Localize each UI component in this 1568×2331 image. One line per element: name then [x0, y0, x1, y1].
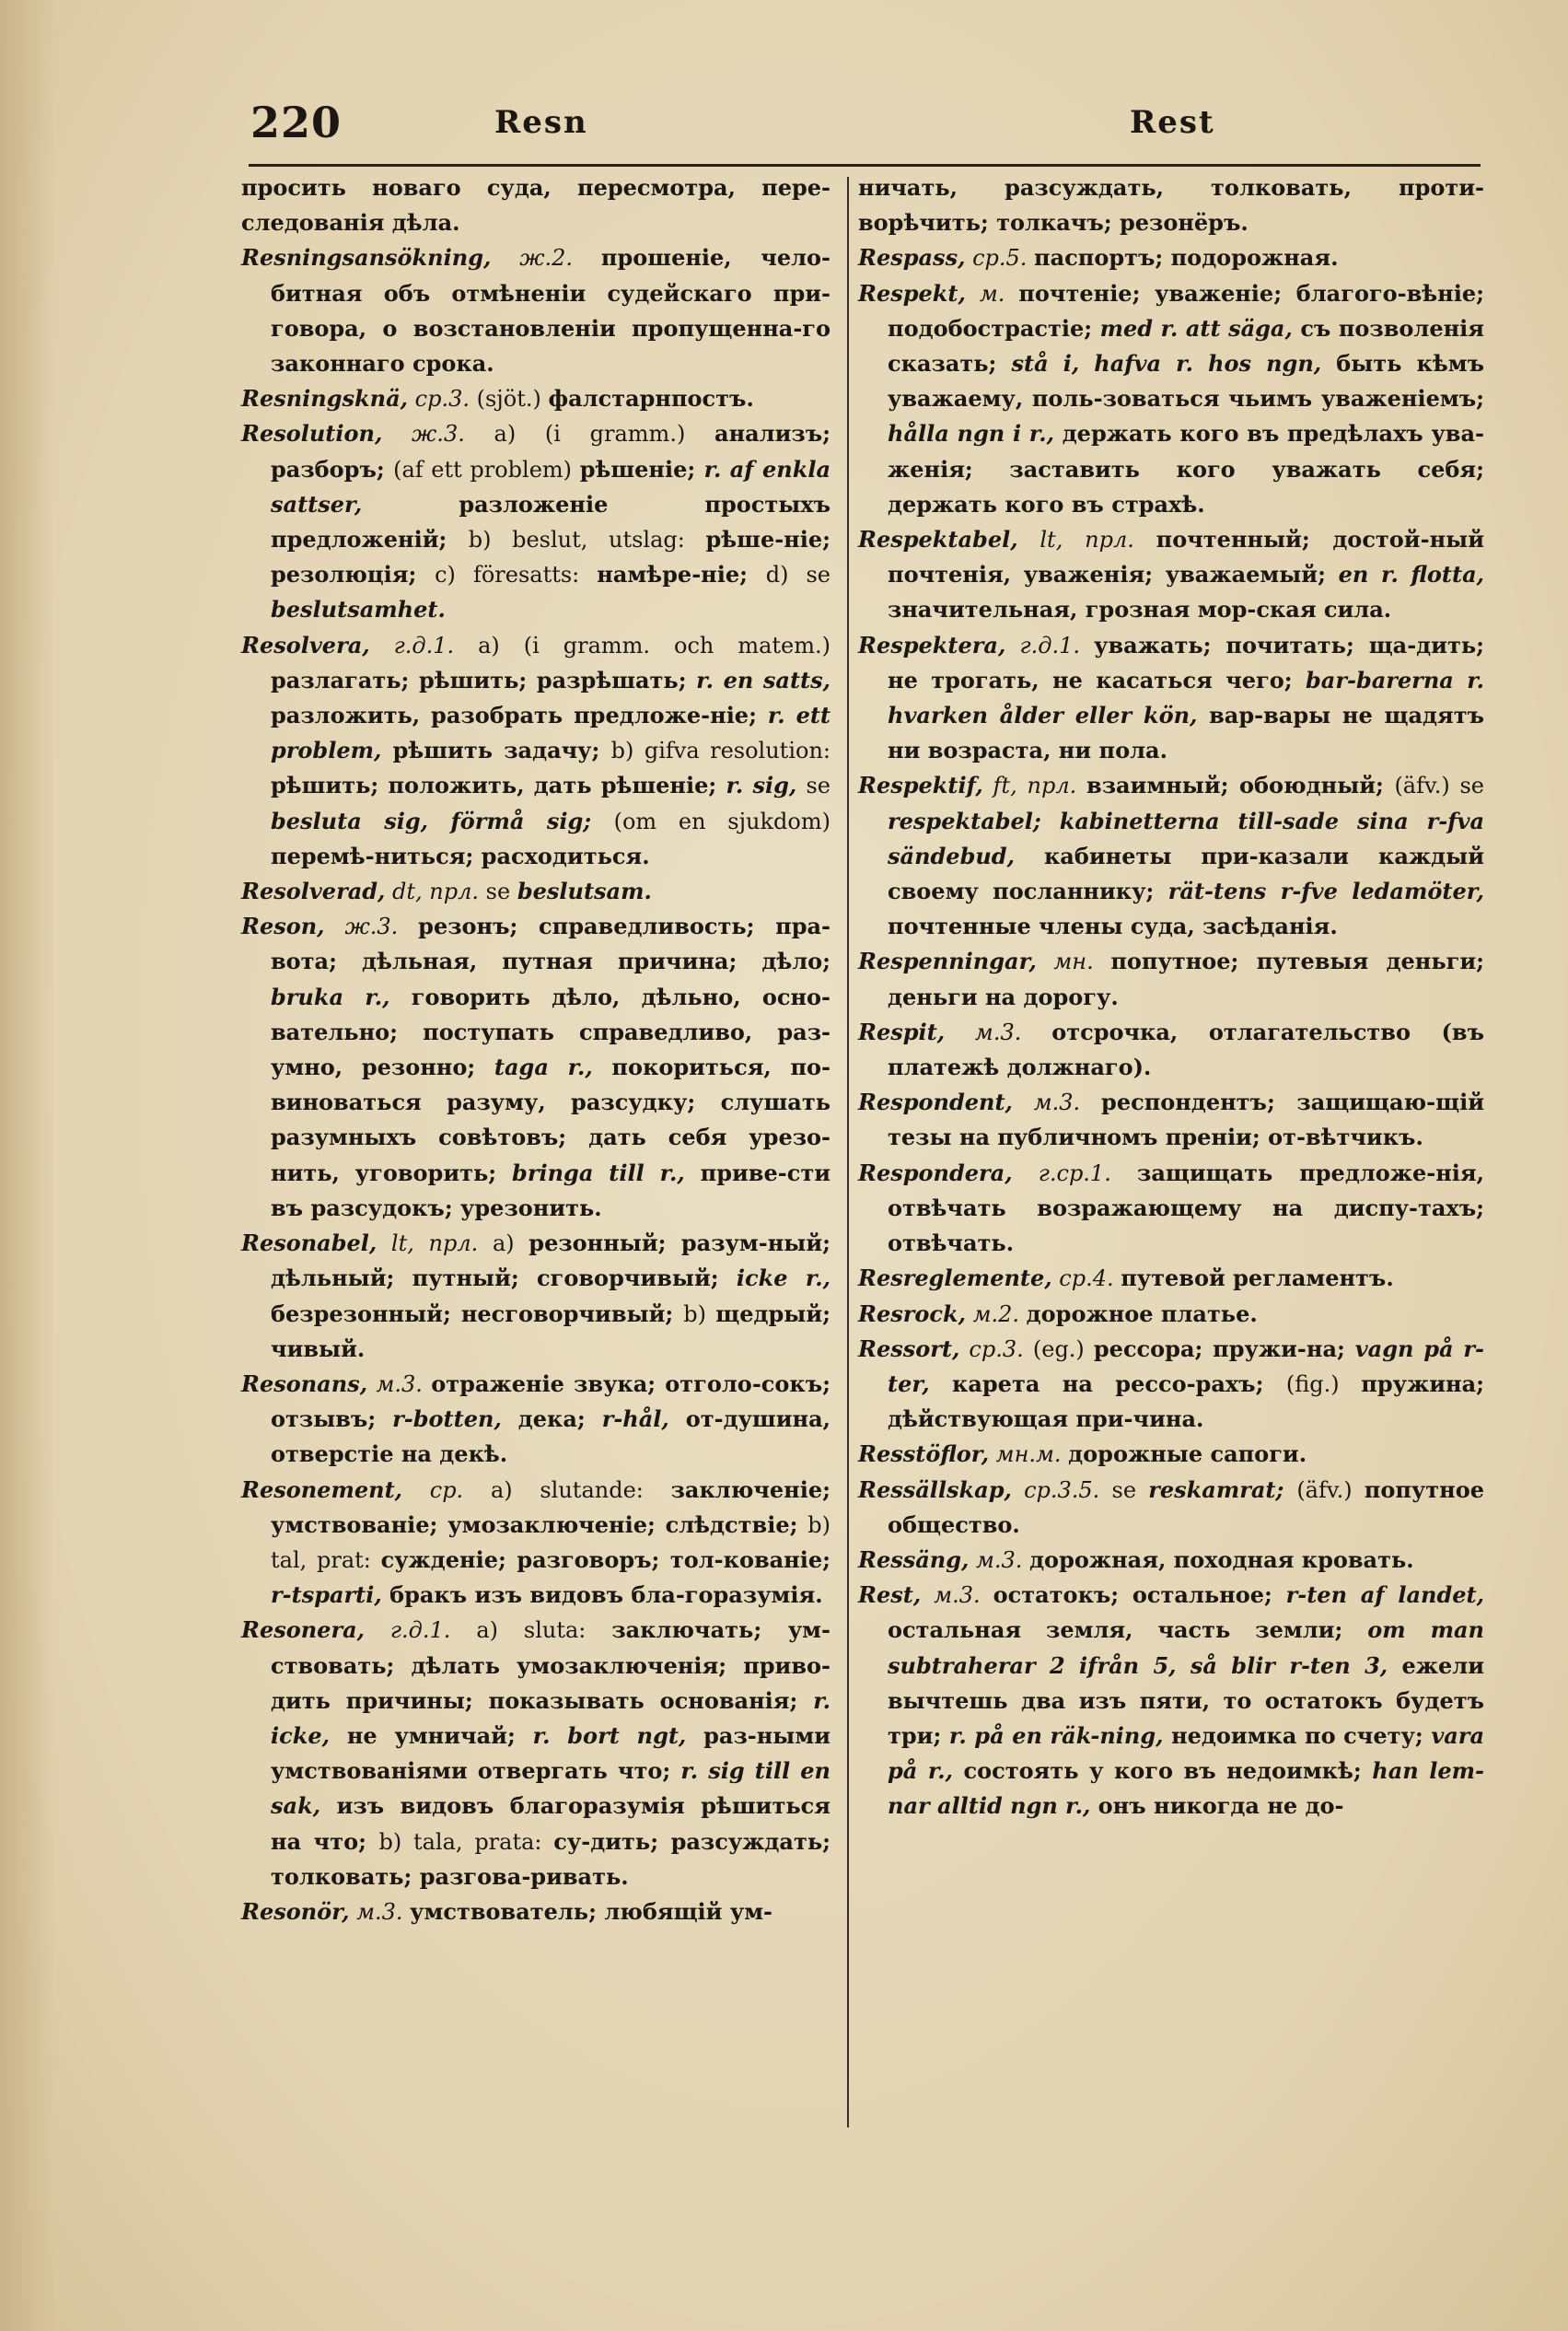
dictionary-entry	[858, 1015, 1484, 1085]
russian-text: остатокъ; остальное;	[993, 1581, 1286, 1609]
headword: Respit,	[858, 1018, 946, 1045]
russian-text: почтенные члены суда, засѣданія.	[888, 913, 1338, 940]
grammar-label: ft, прл.	[982, 773, 1087, 799]
russian-text: безрезонный; несговорчивый;	[271, 1300, 684, 1327]
running-head-left: Resn	[494, 104, 588, 141]
example-phrase: r. bort ngt,	[532, 1721, 704, 1749]
example-phrase: en r. flotta,	[1338, 561, 1484, 589]
header-rule	[249, 164, 1481, 167]
example-phrase: om man subtraherar 2 ifrån 5, så blir r-ten 3,	[888, 1616, 1484, 1679]
russian-text: резонъ; справедливость; пра-вота; дѣльная, путная причина; дѣло;	[271, 913, 830, 975]
example-phrase: bruka r.,	[271, 983, 412, 1010]
dictionary-entry	[241, 1473, 830, 1614]
headword: Respondera,	[858, 1159, 1013, 1186]
swedish-text: (sjöt.)	[476, 386, 549, 413]
grammar-label: ср.3.	[408, 386, 477, 413]
grammar-label: м.3.	[349, 1898, 411, 1925]
headword: Resolution,	[241, 420, 383, 448]
russian-text: прошеніе, чело-битная объ отмѣненіи судейскаго при-говора, о возстановленіи пропущенна-го законнаго срока.	[271, 244, 830, 378]
grammar-label: м.2.	[965, 1300, 1027, 1327]
dictionary-entry	[241, 874, 830, 909]
swedish-text: (äfv.)	[1296, 1476, 1365, 1503]
headword: Resolverad,	[241, 878, 386, 905]
russian-text: паспортъ; подорожная.	[1034, 244, 1339, 272]
example-phrase: r-hål,	[601, 1405, 686, 1433]
russian-text: дорожные сапоги.	[1068, 1440, 1307, 1468]
grammar-label: м.3.	[969, 1546, 1030, 1573]
russian-text: бракъ изъ видовъ бла-горазумія.	[389, 1581, 823, 1609]
grammar-label: м.3.	[1012, 1090, 1102, 1116]
dictionary-entry	[241, 628, 830, 874]
russian-text: карета на рессо-рахъ;	[952, 1369, 1286, 1397]
russian-text: не умничай;	[346, 1721, 533, 1749]
dictionary-entry	[858, 1261, 1484, 1296]
swedish-text: se	[485, 879, 517, 905]
swedish-text: d) se	[765, 562, 830, 589]
russian-text: дорожная, походная кровать.	[1029, 1545, 1414, 1573]
grammar-label: lt, прл.	[1017, 527, 1156, 554]
dictionary-entry	[241, 909, 830, 1226]
headword: Resonör,	[241, 1897, 350, 1925]
grammar-label: г.д.1.	[365, 1617, 477, 1644]
russian-text: вар-вары не щадятъ ни возраста, ни пола.	[888, 702, 1484, 764]
russian-text: попутное общество.	[888, 1475, 1484, 1538]
russian-text: говорить дѣло, дѣльно, осно-вательно; поступать справедливо, раз-умно, резонно;	[271, 983, 831, 1081]
russian-text: респондентъ; защищаю-щій тезы на публичномъ преніи; от-вѣтчикъ.	[888, 1089, 1484, 1151]
headword: Resolvera,	[241, 631, 370, 659]
headword: Resonement,	[241, 1475, 403, 1503]
swedish-text: a)	[492, 1230, 529, 1257]
example-phrase: icke r.,	[736, 1265, 831, 1292]
russian-text: пружина; дѣйствующая при-чина.	[888, 1369, 1484, 1433]
russian-text: разлагать; рѣшить; разрѣшать;	[271, 666, 697, 693]
dictionary-entry	[241, 1613, 830, 1894]
dictionary-entry	[858, 1156, 1484, 1262]
russian-text: покориться, по-виноваться разуму, разсудку; слушать разумныхъ совѣтовъ; дать себя урезо-нить, уговорить;	[271, 1054, 831, 1186]
grammar-label: г.ср.1.	[1012, 1160, 1137, 1186]
russian-text: остальная земля, часть земли;	[888, 1616, 1368, 1644]
russian-text: просить новаго суда, пересмотра, пере-следованія дѣла.	[241, 174, 830, 237]
dictionary-entry	[241, 381, 830, 416]
headword: Ressäng,	[858, 1545, 970, 1573]
grammar-label: мн.	[1036, 949, 1111, 975]
headword: Respenningar,	[858, 948, 1037, 975]
swedish-text: b) gifva resolution:	[610, 738, 830, 764]
example-phrase: beslutsam.	[517, 878, 652, 905]
grammar-label: dt, прл.	[385, 879, 486, 905]
example-phrase: stå i, hafva r. hos ngn,	[1011, 350, 1337, 378]
russian-text: рѣшить; положить, дать рѣшеніе;	[271, 772, 726, 799]
swedish-text: c) föresatts:	[435, 562, 598, 589]
example-phrase: med r. att säga,	[1099, 314, 1301, 342]
grammar-label: м.3.	[945, 1019, 1052, 1045]
headword: Resningsansökning,	[241, 244, 492, 272]
dictionary-entry	[858, 1473, 1484, 1543]
russian-text: фалстарнпостъ.	[548, 385, 754, 413]
russian-text: отраженіе звука; отголо-сокъ; отзывъ;	[271, 1369, 830, 1433]
headword: Respektera,	[858, 631, 1006, 659]
russian-text: почтенный; достой-ный почтенія, уваженія; уважаемый;	[888, 526, 1484, 589]
grammar-label: ср.3.	[959, 1335, 1033, 1362]
example-phrase: vagn på r-ter,	[888, 1334, 1485, 1397]
dictionary-entry	[241, 1226, 830, 1367]
page-header	[0, 0, 1568, 184]
russian-text: приве-сти въ разсудокъ; урезонить.	[271, 1159, 830, 1221]
right-column	[858, 170, 1484, 1824]
russian-text: раз-ными умствованіями отвергать что;	[271, 1721, 831, 1785]
swedish-text: b) tal, prat:	[271, 1511, 830, 1573]
grammar-label: м.3.	[921, 1582, 993, 1609]
grammar-label: ж.2.	[491, 245, 601, 272]
russian-text: щедрый; чивый.	[271, 1300, 831, 1362]
example-phrase: r-tsparti,	[271, 1581, 390, 1609]
headword: Resstöflor,	[858, 1440, 990, 1468]
russian-text: умствователь; любящій ум-	[410, 1897, 772, 1925]
example-phrase: r-ten af landet,	[1285, 1581, 1484, 1609]
russian-text: отсрочка, отлагательство (въ платежѣ должнаго).	[888, 1018, 1484, 1081]
russian-text: от-душина, отверстіе на декѣ.	[271, 1405, 830, 1468]
example-phrase: r. af enkla sattser,	[271, 455, 831, 518]
russian-text: почтеніе; уваженіе; благого-вѣніе; подобострастіе;	[888, 279, 1484, 342]
russian-text: рѣшить задачу;	[392, 737, 611, 764]
swedish-text: (fig.)	[1285, 1370, 1362, 1397]
example-phrase: r. sig till en sak,	[271, 1757, 830, 1820]
dictionary-entry	[241, 416, 830, 627]
russian-text: значительная, грозная мор-ская сила.	[888, 596, 1392, 624]
russian-text: попутное; путевыя деньги; деньги на дорогу.	[888, 948, 1485, 1010]
example-phrase: rät-tens r-fve ledamöter,	[1167, 878, 1484, 905]
swedish-text: (om en sjukdom)	[613, 808, 830, 834]
russian-text: намѣре-ніе;	[597, 561, 766, 589]
example-phrase: beslutsamhet.	[271, 596, 446, 624]
russian-text: защищать предложе-нія, отвѣчать возражающему на диспу-тахъ; отвѣчать.	[888, 1159, 1484, 1257]
dictionary-entry	[858, 240, 1484, 275]
swedish-text: a) (i gramm.)	[494, 421, 715, 448]
example-phrase: taga r.,	[494, 1054, 612, 1081]
headword: Resonabel,	[241, 1230, 377, 1257]
running-head-right: Rest	[1130, 104, 1215, 141]
dictionary-entry	[241, 240, 830, 381]
page-number: 220	[250, 98, 343, 147]
swedish-text: (äfv.) se	[1394, 773, 1484, 799]
example-phrase: r. sig,	[726, 772, 807, 799]
swedish-text: a) slutande:	[490, 1476, 671, 1503]
russian-text: су-дить; разсуждать; толковать; разгова-ривать.	[271, 1827, 830, 1890]
headword: Resningsknä,	[241, 385, 409, 413]
grammar-label: ж.3.	[382, 421, 494, 448]
russian-text: перемѣ-ниться; расходиться.	[271, 842, 650, 869]
russian-text: заключать; ум-ствовать; дѣлать умозаключенія; приво-дить причины; показывать основанія;	[271, 1616, 830, 1714]
russian-text: ничать, разсуждать, толковать, проти-ворѣчить; толкачъ; резонёръ.	[858, 174, 1484, 237]
headword: Resreglemente,	[858, 1265, 1052, 1292]
dictionary-entry	[858, 628, 1484, 769]
column-divider	[847, 177, 849, 2127]
example-phrase: hålla ngn i r.,	[888, 420, 1063, 448]
example-phrase: r-botten,	[392, 1405, 518, 1433]
example-phrase: bringa till r.,	[512, 1159, 701, 1186]
grammar-label: ср.4.	[1051, 1265, 1121, 1292]
dictionary-entry	[858, 944, 1484, 1014]
dictionary-entry	[858, 522, 1484, 628]
dictionary-entry	[858, 1543, 1484, 1578]
russian-text: держать кого въ предѣлахъ ува-женія; заставить кого уважать себя; держать кого въ страхѣ.	[888, 420, 1484, 518]
dictionary-entry	[241, 1894, 830, 1929]
russian-text: сужденіе; разговоръ; тол-кованіе;	[380, 1545, 830, 1573]
russian-text: онъ никогда не до-	[1098, 1792, 1344, 1820]
grammar-label: ср.5.	[965, 245, 1035, 272]
grammar-label: lt, прл.	[377, 1230, 493, 1257]
russian-text: ежели вычтешь два изъ пяти, то остатокъ будетъ три;	[888, 1651, 1484, 1749]
dictionary-entry	[858, 1085, 1484, 1155]
headword: Resrock,	[858, 1300, 966, 1327]
russian-text: дорожное платье.	[1026, 1300, 1258, 1327]
russian-text: резонный; разум-ный; дѣльный; путный; сговорчивый;	[271, 1230, 830, 1292]
example-phrase: han lem-nar alltid ngn r.,	[888, 1757, 1484, 1820]
russian-text: состоять у кого въ недоимкѣ;	[963, 1757, 1373, 1785]
dictionary-entry	[858, 1332, 1484, 1438]
grammar-label: г.д.1.	[369, 632, 479, 659]
grammar-label: ср.	[402, 1476, 491, 1503]
russian-text: кабинеты при-казали каждый своему посланнику;	[888, 842, 1484, 905]
russian-text: разложить, разобрать предложе-ніе;	[271, 702, 768, 729]
example-phrase: r. icke,	[271, 1686, 830, 1749]
headword: Respondent,	[858, 1089, 1013, 1116]
swedish-text: b) beslut, utslag:	[468, 527, 706, 554]
dictionary-entry	[858, 1437, 1484, 1472]
russian-text: съ позволенія сказать;	[888, 314, 1485, 378]
grammar-label: ж.3.	[324, 914, 419, 940]
headword: Ressällskap,	[858, 1475, 1012, 1503]
swedish-text: (eg.)	[1032, 1335, 1094, 1362]
russian-text: изъ видовъ благоразумія рѣшиться на что;	[271, 1792, 830, 1855]
russian-text: уважать; почитать; ща-дить; не трогать, не касаться чего;	[888, 631, 1484, 693]
dictionary-entry	[241, 1367, 830, 1473]
headword: Respektabel,	[858, 526, 1018, 554]
russian-text: рѣше-ніе; резолюція;	[271, 526, 830, 589]
entry-continuation	[241, 170, 830, 240]
russian-text: заключеніе; умствованіе; умозаключеніе; слѣдствіе;	[271, 1475, 830, 1538]
example-phrase: r. en satts,	[696, 666, 831, 693]
example-phrase: besluta sig, förmå sig;	[271, 807, 614, 834]
russian-text: путевой регламентъ.	[1121, 1265, 1394, 1292]
headword: Respass,	[858, 244, 966, 272]
headword: Rest,	[858, 1581, 922, 1609]
example-phrase: r. på en räk-ning,	[948, 1721, 1172, 1749]
russian-text: рессора; пружи-на;	[1093, 1334, 1355, 1362]
example-phrase: respektabel; kabinetterna till-sade sina r-fva sändebud,	[888, 807, 1484, 869]
example-phrase: r. ett problem,	[271, 702, 831, 764]
russian-text: дека;	[517, 1405, 602, 1433]
headword: Resonans,	[241, 1369, 368, 1397]
swedish-text: b) tala, prata:	[378, 1828, 554, 1855]
swedish-text: a) (i gramm. och matem.)	[478, 632, 830, 659]
swedish-text: b)	[683, 1300, 716, 1327]
dictionary-entry	[858, 1578, 1484, 1824]
swedish-text: se	[1111, 1476, 1149, 1503]
headword: Ressort,	[858, 1334, 960, 1362]
russian-text: рѣшеніе;	[579, 455, 704, 483]
grammar-label: м.3.	[367, 1370, 432, 1397]
entry-continuation	[858, 170, 1484, 240]
example-phrase: vara på r.,	[888, 1721, 1485, 1785]
grammar-label: г.д.1.	[1005, 632, 1095, 659]
russian-text: недоимка по счету;	[1171, 1721, 1432, 1749]
swedish-text: se	[806, 773, 830, 799]
headword: Reson,	[241, 913, 325, 940]
left-column	[241, 170, 830, 1929]
example-phrase: bar-barerna r. hvarken ålder eller kön,	[888, 666, 1485, 729]
russian-text: быть кѣмъ уважаему, поль-зоваться чьимъ уваженіемъ;	[888, 350, 1484, 413]
dictionary-entry	[858, 768, 1484, 944]
grammar-label: мн.м.	[989, 1441, 1069, 1468]
headword: Respektif,	[858, 772, 983, 799]
russian-text: взаимный; обоюдный;	[1086, 772, 1395, 799]
headword: Respekt,	[858, 279, 966, 307]
swedish-text: (af ett problem)	[393, 456, 580, 483]
dictionary-entry	[858, 276, 1484, 522]
russian-text: разложеніе простыхъ предложеній;	[271, 490, 830, 554]
swedish-text: a) sluta:	[476, 1617, 612, 1644]
grammar-label: м.	[965, 280, 1019, 307]
grammar-label: ср.3.5.	[1011, 1476, 1112, 1503]
headword: Resonera,	[241, 1616, 366, 1644]
dictionary-entry	[858, 1297, 1484, 1332]
russian-text: анализъ; разборъ;	[271, 420, 830, 483]
page-edge-shadow	[0, 0, 55, 2331]
example-phrase: reskamrat;	[1148, 1475, 1297, 1503]
